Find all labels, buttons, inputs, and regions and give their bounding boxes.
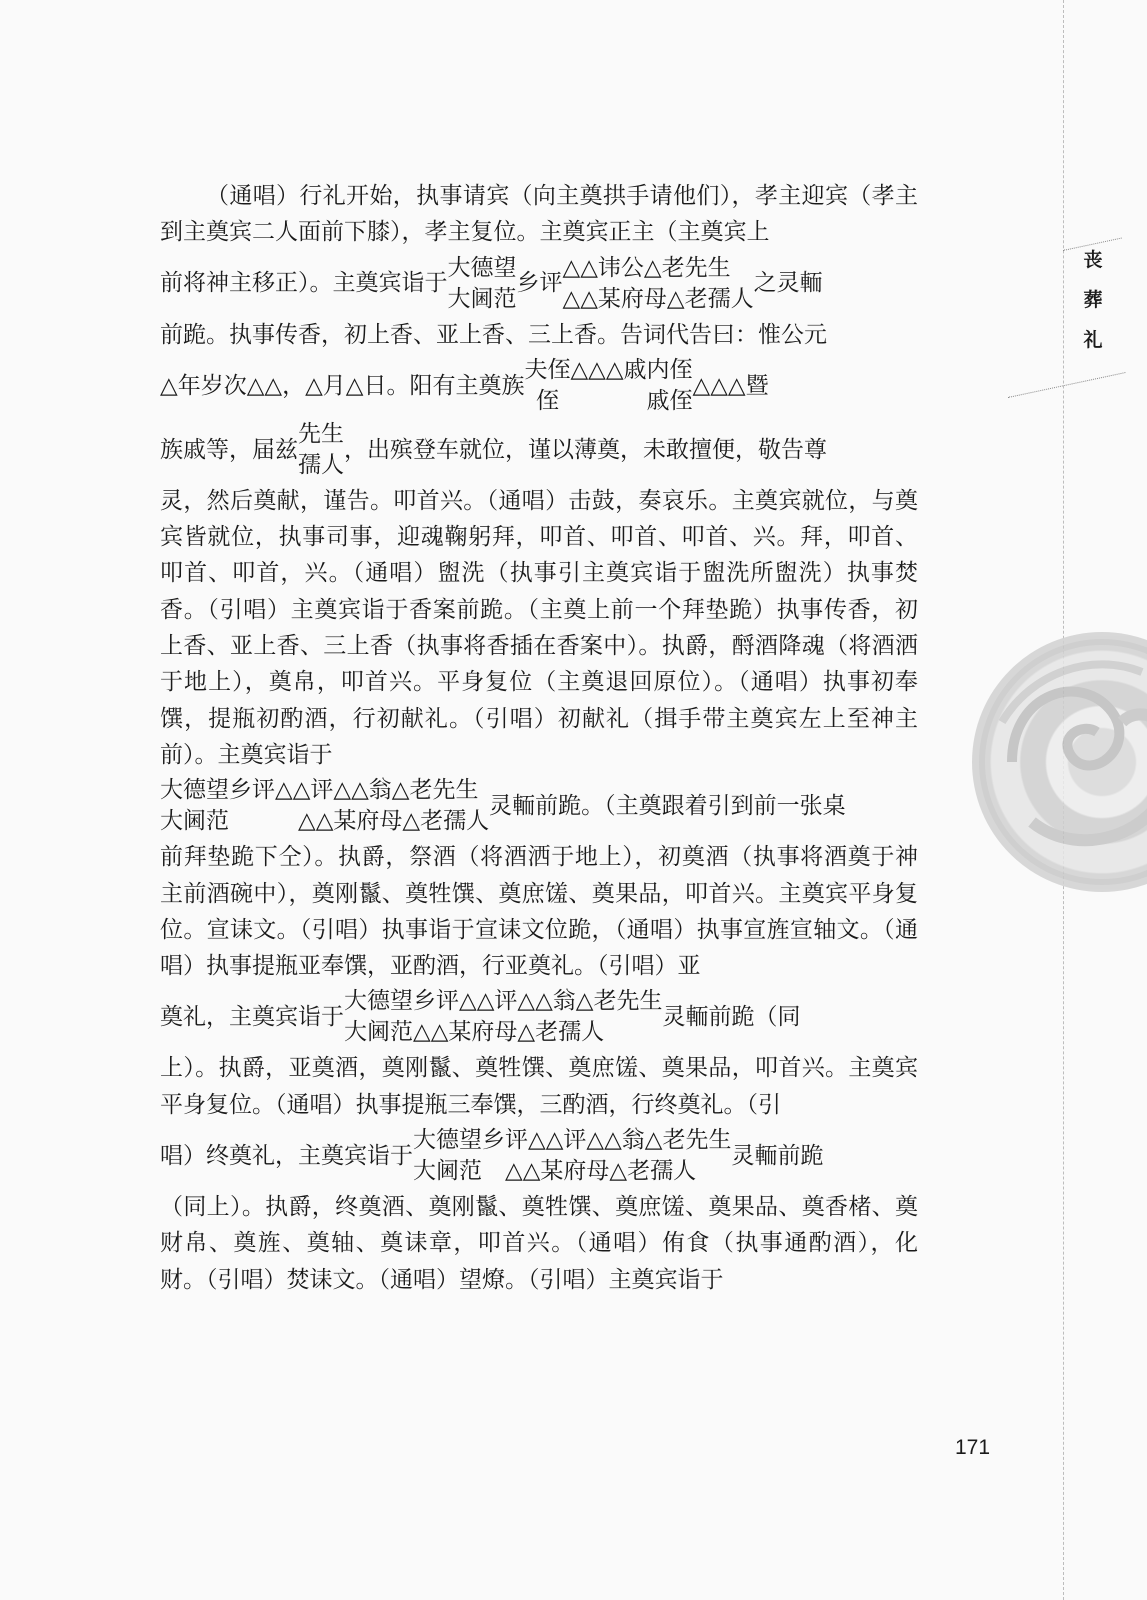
honorific-male: 先生: [298, 420, 344, 447]
stacked-line: [160, 355, 918, 417]
text-run: △△△暨: [692, 372, 769, 399]
name-female: 大阃范 △△某府母△老孺人: [160, 808, 490, 835]
chapter-side-tab: [1065, 240, 1121, 360]
tab-rule-bottom: [1008, 372, 1126, 398]
text-run: 灵輀前跪: [731, 1142, 824, 1169]
text-run: 唱）终奠礼，主奠宾诣于: [160, 1142, 413, 1169]
stacked-name: [563, 253, 754, 315]
title-female: 大阃范: [447, 285, 517, 312]
stacked-line: [160, 986, 918, 1048]
honorific-female: 孺人: [298, 451, 344, 478]
decorative-medallion-icon: [972, 632, 1147, 892]
text-run: 族戚等，届兹: [160, 436, 298, 463]
side-tab-char: 丧: [1083, 249, 1103, 271]
text-run: 奠礼，主奠宾诣于: [160, 1004, 344, 1031]
title-male: 大德望: [447, 254, 517, 281]
name-male: 大德望乡评△△评△△翁△老先生: [344, 988, 663, 1015]
side-tab-char: 礼: [1083, 329, 1103, 351]
stacked-line: [160, 419, 918, 481]
stacked-relation: [570, 355, 692, 417]
name-female: △△某府母△老孺人: [562, 285, 754, 312]
name-male: 大德望乡评△△评△△翁△老先生: [413, 1127, 732, 1154]
stacked-line: [160, 253, 918, 315]
stacked-title: [448, 253, 517, 315]
stacked-name: [413, 1125, 731, 1187]
page-number: 171: [955, 1436, 991, 1459]
relation-bottom: 戚侄: [646, 387, 693, 414]
stacked-line: [160, 775, 918, 837]
text-run: 乡评: [516, 270, 563, 297]
name-male: 大德望乡评△△评△△翁△老先生: [160, 777, 479, 804]
body-text: [160, 178, 918, 1298]
text-run: 灵輀前跪（同: [662, 1004, 801, 1031]
side-tab-char: 葬: [1083, 289, 1103, 311]
stacked-name: [160, 775, 489, 837]
text-run: 灵輀前跪。（主奠跟着引到前一张桌: [489, 793, 846, 820]
paragraph: （通唱）行礼开始，执事请宾（向主奠拱手请他们），孝主迎宾（孝主到主奠宾二人面前下膝），孝主复位。主奠宾正主（主奠宾上: [160, 183, 918, 246]
text-run: ，出殡登车就位，谨以薄奠，未敢擅便，敬告尊: [344, 436, 827, 463]
text-run: 前将神主移正）。主奠宾诣于: [160, 270, 448, 297]
paragraph: 前拜垫跪下仝）。执爵，祭酒（将酒洒于地上），初奠酒（执事将酒奠于神主前酒碗中），奠刚鬣、奠牲馔、奠庶馐、奠果品，叩首兴。主奠宾平身复位。宣诔文。（引唱）执事诣于宣诔文位跪，（通唱）执事宣旌宣轴文。（通唱）执事提瓶亚奉馔，亚酌酒，行亚奠礼。（引唱）亚: [160, 844, 918, 980]
name-female: 大阃范 △△某府母△老孺人: [413, 1158, 697, 1185]
text-run: △年岁次△△，△月△日。阳有主奠族: [160, 372, 525, 399]
paragraph: （同上）。执爵，终奠酒、奠刚鬣、奠牲馔、奠庶馐、奠果品、奠香楮、奠财帛、奠旌、奠轴、奠诔章，叩首兴。（通唱）侑食（执事通酌酒），化财。（引唱）焚诔文。（通唱）望燎。（引唱）主奠宾诣于: [160, 1194, 918, 1293]
stacked-line: [160, 1125, 918, 1187]
relation-top: △△△戚内侄: [570, 356, 693, 383]
name-female: 大阃范△△某府母△老孺人: [344, 1019, 605, 1046]
relation-top: 夫侄: [524, 356, 571, 383]
paragraph: 上）。执爵，亚奠酒，奠刚鬣、奠牲馔、奠庶馐、奠果品，叩首兴。主奠宾平身复位。（通唱）执事提瓶三奉馔，三酌酒，行终奠礼。（引: [160, 1055, 918, 1118]
paragraph: 前跪。执事传香，初上香、亚上香、三上香。告词代告曰：惟公元: [160, 321, 827, 348]
text-run: 之灵輀: [753, 270, 823, 297]
stacked-relation: [524, 355, 570, 417]
stacked-name: [344, 986, 662, 1048]
name-male: △△讳公△老先生: [562, 254, 731, 281]
relation-bottom: 侄: [535, 387, 559, 414]
paragraph: 灵，然后奠献，谨告。叩首兴。（通唱）击鼓，奏哀乐。主奠宾就位，与奠宾皆就位，执事司事，迎魂鞠躬拜，叩首、叩首、叩首、兴。拜，叩首、叩首、叩首，兴。（通唱）盥洗（执事引主奠宾诣于盥洗所盥洗）执事焚香。（引唱）主奠宾诣于香案前跪。（主奠上前一个拜垫跪）执事传香，初上香、亚上香、三上香（执事将香插在香案中）。执爵，酹酒降魂（将酒洒于地上），奠帛，叩首兴。平身复位（主奠退回原位）。（通唱）执事初奉馔，提瓶初酌酒，行初献礼。（引唱）初献礼（揖手带主奠宾左上至神主前）。主奠宾诣于: [160, 487, 918, 768]
stacked-honorific: [298, 419, 344, 481]
